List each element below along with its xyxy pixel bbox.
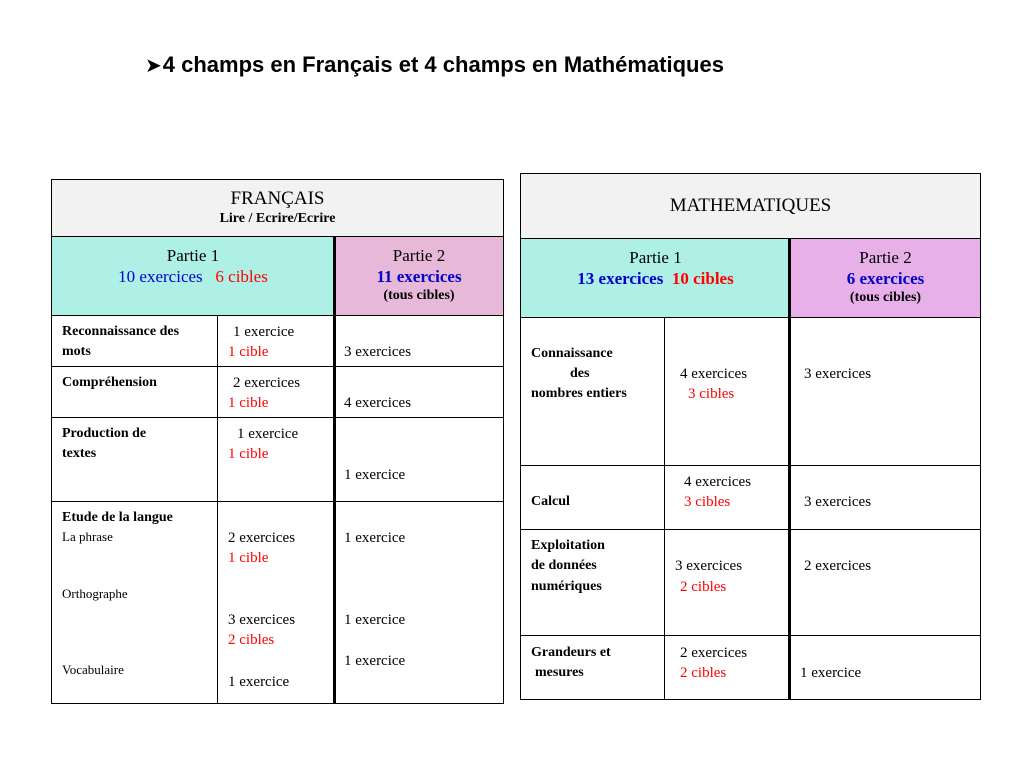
francais-p1-exercices: 2 exercices bbox=[233, 375, 301, 391]
maths-row-label: numériques bbox=[531, 579, 602, 594]
maths-row-label: Grandeurs et bbox=[531, 645, 611, 660]
maths-partie2-exercices: 6 exercices bbox=[846, 269, 925, 288]
francais-col-divider-1 bbox=[217, 315, 218, 704]
francais-p2-exercices: 1 exercice bbox=[344, 612, 406, 628]
maths-row-label: de données bbox=[531, 558, 597, 573]
francais-p1-exercices: 1 exercice bbox=[228, 674, 290, 690]
francais-p1-cibles: 1 cible bbox=[228, 446, 269, 462]
page-title: ➤4 champs en Français et 4 champs en Mathématiques bbox=[145, 52, 724, 77]
francais-col-divider-2 bbox=[333, 236, 336, 704]
francais-p1-exercices: 3 exercices bbox=[228, 612, 296, 628]
francais-p2-exercices: 1 exercice bbox=[344, 653, 406, 669]
arrow-bullet-icon: ➤ bbox=[145, 55, 162, 77]
maths-row-label: mesures bbox=[535, 665, 584, 680]
maths-row-label: des bbox=[570, 366, 590, 381]
maths-partie2-header bbox=[790, 238, 981, 318]
francais-row-label: Etude de la langue bbox=[62, 510, 173, 525]
francais-row-label: Reconnaissance des bbox=[62, 324, 180, 339]
maths-row-label: Connaissance bbox=[531, 346, 613, 361]
maths-p1-cibles: 3 cibles bbox=[688, 386, 735, 402]
francais-partie1-cibles: 6 cibles bbox=[215, 267, 268, 286]
francais-partie2-label: Partie 2 bbox=[392, 246, 446, 265]
francais-p1-exercices: 1 exercice bbox=[233, 324, 295, 340]
maths-row-divider bbox=[520, 529, 981, 530]
maths-row-label: nombres entiers bbox=[531, 386, 627, 401]
maths-partie1-label: Partie 1 bbox=[629, 248, 682, 267]
maths-p1-cibles: 2 cibles bbox=[680, 579, 727, 595]
maths-row-divider bbox=[520, 635, 981, 636]
maths-partie1-cibles: 10 cibles bbox=[671, 269, 734, 288]
maths-p1-cibles: 2 cibles bbox=[680, 665, 727, 681]
francais-partie1-exercices: 10 exercices bbox=[118, 267, 203, 286]
maths-p2-exercices: 3 exercices bbox=[804, 494, 872, 510]
francais-p2-exercices: 4 exercices bbox=[344, 395, 412, 411]
francais-sub-label: Vocabulaire bbox=[62, 662, 124, 677]
maths-p1-exercices: 4 exercices bbox=[684, 474, 752, 490]
maths-p1-exercices: 2 exercices bbox=[680, 645, 748, 661]
maths-p2-exercices: 2 exercices bbox=[804, 558, 872, 574]
maths-partie1-exercices: 13 exercices bbox=[577, 269, 664, 288]
francais-row-label: textes bbox=[62, 446, 97, 461]
francais-p2-exercices: 3 exercices bbox=[344, 344, 412, 360]
maths-p1-exercices: 3 exercices bbox=[675, 558, 743, 574]
maths-title: MATHEMATIQUES bbox=[669, 195, 832, 216]
francais-row-divider bbox=[51, 366, 504, 367]
francais-partie2-header bbox=[334, 236, 504, 316]
maths-col-divider-1 bbox=[664, 317, 665, 700]
maths-col-divider-2 bbox=[788, 238, 791, 700]
maths-partie2-label: Partie 2 bbox=[859, 248, 912, 267]
maths-row-divider bbox=[520, 465, 981, 466]
maths-row-label: Calcul bbox=[531, 494, 570, 509]
maths-p1-cibles: 3 cibles bbox=[684, 494, 731, 510]
francais-row-label: Production de bbox=[62, 426, 147, 441]
francais-sub-label: La phrase bbox=[62, 529, 113, 544]
maths-partie2-cibles: (tous cibles) bbox=[849, 290, 922, 305]
francais-subtitle: Lire / Ecrire/Ecrire bbox=[219, 211, 336, 226]
francais-header bbox=[51, 179, 504, 237]
maths-partie1-header bbox=[520, 238, 791, 318]
francais-p1-exercices: 1 exercice bbox=[237, 426, 299, 442]
francais-row-label: Compréhension bbox=[62, 375, 157, 390]
francais-p1-cibles: 1 cible bbox=[228, 550, 269, 566]
maths-row-label: Exploitation bbox=[531, 538, 605, 553]
francais-p1-exercices: 2 exercices bbox=[228, 530, 296, 546]
francais-partie1-label: Partie 1 bbox=[166, 246, 220, 265]
francais-partie1-header bbox=[51, 236, 335, 316]
francais-p1-cibles: 1 cible bbox=[228, 344, 269, 360]
francais-title: FRANÇAIS bbox=[230, 188, 325, 209]
francais-p1-cibles: 1 cible bbox=[228, 395, 269, 411]
maths-p2-exercices: 3 exercices bbox=[804, 366, 872, 382]
francais-row-divider bbox=[51, 501, 504, 502]
maths-p2-exercices: 1 exercice bbox=[800, 665, 862, 681]
francais-p2-exercices: 1 exercice bbox=[344, 530, 406, 546]
maths-p1-exercices: 4 exercices bbox=[680, 366, 748, 382]
maths-header bbox=[520, 173, 981, 239]
francais-partie2-exercices: 11 exercices bbox=[376, 267, 462, 286]
francais-row-label: mots bbox=[62, 344, 91, 359]
francais-partie2-cibles: (tous cibles) bbox=[383, 288, 455, 303]
francais-row-divider bbox=[51, 417, 504, 418]
francais-p2-exercices: 1 exercice bbox=[344, 467, 406, 483]
francais-p1-cibles: 2 cibles bbox=[228, 632, 275, 648]
francais-sub-label: Orthographe bbox=[62, 586, 128, 601]
